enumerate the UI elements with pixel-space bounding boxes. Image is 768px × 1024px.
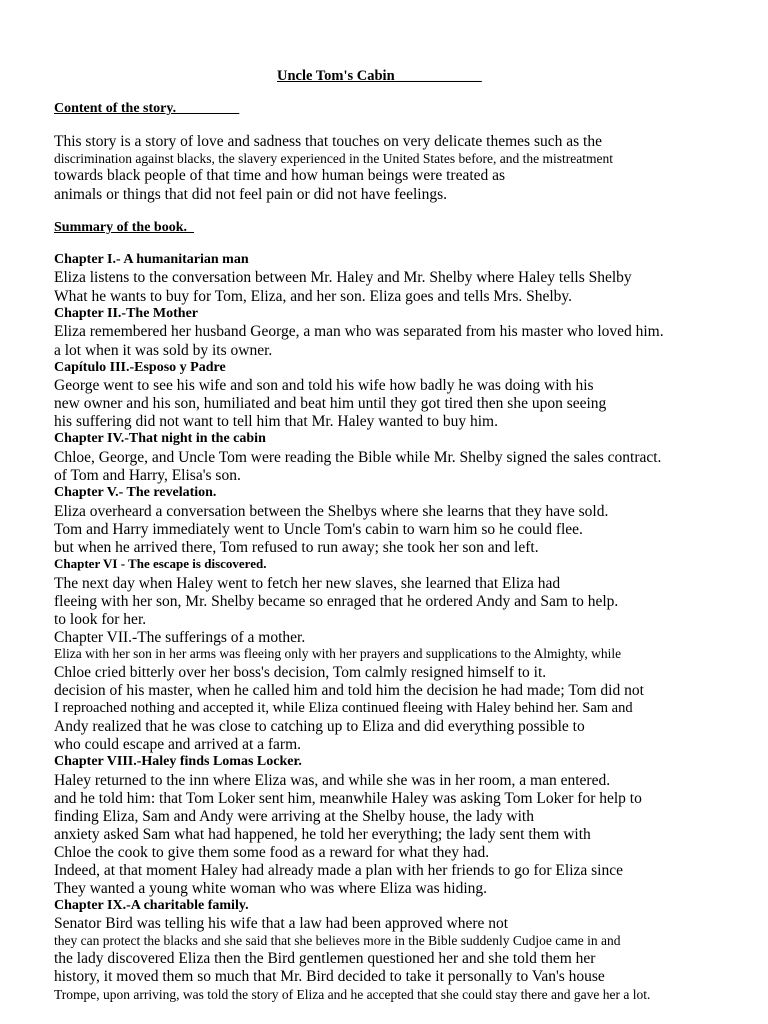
chapter-3-line: new owner and his son, humiliated and beat him until they got tired then she upon seeing xyxy=(54,395,607,412)
content-heading: Content of the story._________ xyxy=(54,101,240,116)
chapter-7-line: Chloe cried bitterly over her boss's decision, Tom calmly resigned himself to it. xyxy=(54,664,547,681)
chapter-6-heading: Chapter VI - The escape is discovered. xyxy=(54,556,267,571)
content-line: This story is a story of love and sadness that touches on very delicate themes such as the xyxy=(54,133,602,150)
chapter-5-line: Eliza overheard a conversation between the Shelbys where she learns that they have sold. xyxy=(54,503,609,520)
chapter-3-line: George went to see his wife and son and told his wife how badly he was doing with his xyxy=(54,377,594,394)
chapter-7-line: Eliza with her son in her arms was fleeing only with her prayers and supplications to the Almighty, while xyxy=(54,646,622,661)
chapter-7-line: I reproached nothing and accepted it, while Eliza continued fleeing with Haley behind her. Sam and xyxy=(54,700,633,716)
chapter-3-line: his suffering did not want to tell him that Mr. Haley wanted to buy him. xyxy=(54,413,498,430)
chapter-7-line: who could escape and arrived at a farm. xyxy=(54,736,302,753)
summary-heading: Summary of the book. xyxy=(54,220,195,235)
content-line: animals or things that did not feel pain or did not have feelings. xyxy=(54,186,448,203)
chapter-1-line: What he wants to buy for Tom, Eliza, and her son. Eliza goes and tells Mrs. Shelby. xyxy=(54,288,573,305)
chapter-8-line: Indeed, at that moment Haley had already made a plan with her friends to go for Eliza since xyxy=(54,862,623,879)
chapter-1-line: Eliza listens to the conversation between Mr. Haley and Mr. Shelby where Haley tells Shelby xyxy=(54,269,632,286)
chapter-6-line: The next day when Haley went to fetch her new slaves, she learned that Eliza had xyxy=(54,575,561,592)
chapter-6-line: to look for her. xyxy=(54,611,147,628)
chapter-8-line: They wanted a young white woman who was where Eliza was hiding. xyxy=(54,880,488,897)
chapter-2-heading: Chapter II.-The Mother xyxy=(54,306,199,321)
chapter-4-heading: Chapter IV.-That night in the cabin xyxy=(54,431,266,446)
chapter-4-line: Chloe, George, and Uncle Tom were reading the Bible while Mr. Shelby signed the sales contract. xyxy=(54,449,662,466)
chapter-9-line: history, it moved them so much that Mr. Bird decided to take it personally to Van's house xyxy=(54,968,605,985)
chapter-9-heading: Chapter IX.-A charitable family. xyxy=(54,898,249,913)
document-title: Uncle Tom's Cabin____________ xyxy=(277,68,482,84)
chapter-8-line: finding Eliza, Sam and Andy were arriving at the Shelby house, the lady with xyxy=(54,808,534,825)
chapter-1-heading: Chapter I.- A humanitarian man xyxy=(54,252,249,267)
chapter-7-heading: Chapter VII.-The sufferings of a mother. xyxy=(54,629,306,646)
chapter-4-line: of Tom and Harry, Elisa's son. xyxy=(54,467,241,484)
chapter-5-heading: Chapter V.- The revelation. xyxy=(54,485,217,500)
content-line: towards black people of that time and how human beings were treated as xyxy=(54,167,506,184)
chapter-8-line: Haley returned to the inn where Eliza was, and while she was in her room, a man entered. xyxy=(54,772,611,789)
chapter-3-heading: Capítulo III.-Esposo y Padre xyxy=(54,360,226,375)
chapter-5-line: but when he arrived there, Tom refused to run away; she took her son and left. xyxy=(54,539,539,556)
chapter-5-line: Tom and Harry immediately went to Uncle Tom's cabin to warn him so he could flee. xyxy=(54,521,583,538)
chapter-9-line: they can protect the blacks and she said that she believes more in the Bible suddenly Cudjoe came in and xyxy=(54,933,621,948)
chapter-8-line: Chloe the cook to give them some food as a reward for what they had. xyxy=(54,844,490,861)
chapter-6-line: fleeing with her son, Mr. Shelby became so enraged that he ordered Andy and Sam to help. xyxy=(54,593,619,610)
chapter-8-line: anxiety asked Sam what had happened, he told her everything; the lady sent them with xyxy=(54,826,591,843)
chapter-7-line: Andy realized that he was close to catching up to Eliza and did everything possible to xyxy=(54,718,585,735)
chapter-9-line: Trompe, upon arriving, was told the story of Eliza and he accepted that she could stay there and gave her a lot. xyxy=(54,987,651,1002)
chapter-2-line: a lot when it was sold by its owner. xyxy=(54,342,273,359)
chapter-8-heading: Chapter VIII.-Haley finds Lomas Locker. xyxy=(54,754,302,769)
chapter-9-line: Senator Bird was telling his wife that a law had been approved where not xyxy=(54,915,509,932)
chapter-7-line: decision of his master, when he called him and told him the decision he had made; Tom did not xyxy=(54,682,644,699)
chapter-2-line: Eliza remembered her husband George, a man who was separated from his master who loved him. xyxy=(54,323,664,340)
chapter-9-line: the lady discovered Eliza then the Bird gentlemen questioned her and she told them her xyxy=(54,950,596,967)
content-line: discrimination against blacks, the slavery experienced in the United States before, and the mistreatment xyxy=(54,151,613,166)
chapter-8-line: and he told him: that Tom Loker sent him, meanwhile Haley was asking Tom Loker for help to xyxy=(54,790,642,807)
